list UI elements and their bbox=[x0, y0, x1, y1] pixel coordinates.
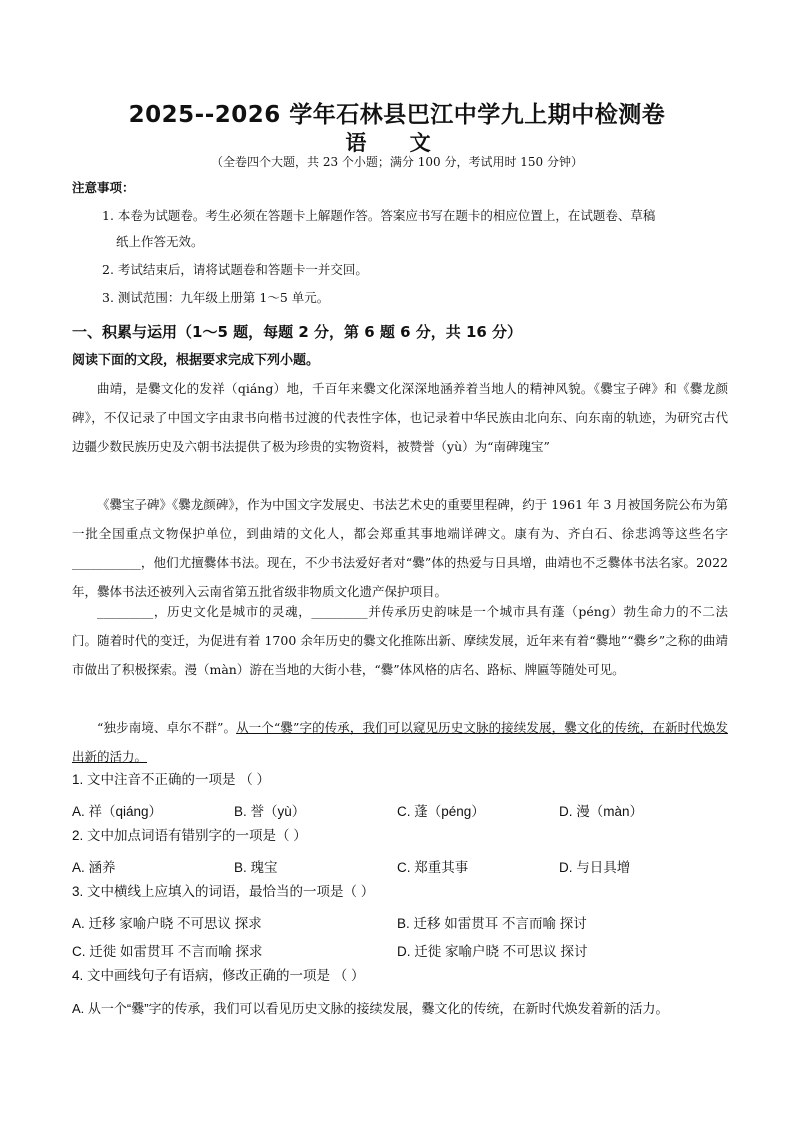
question-2-option-a[interactable]: A. 涵养 bbox=[72, 860, 116, 875]
note-item-2: 2. 考试结束后，请将试题卷和答题卡一并交回。 bbox=[102, 262, 368, 277]
passage-paragraph-4 bbox=[72, 713, 728, 771]
exam-subject: 语 文 bbox=[345, 131, 449, 155]
note-item-1-cont: 纸上作答无效。 bbox=[116, 234, 204, 249]
question-1-option-a[interactable]: A. 祥（qiáng） bbox=[72, 804, 163, 819]
question-3-option-a[interactable]: A. 迁移 家喻户晓 不可思议 探求 bbox=[72, 916, 262, 931]
question-4-stem: 4. 文中画线句子有语病，修改正确的一项是 （ ） bbox=[72, 968, 365, 983]
passage-paragraph-1: 曲靖，是爨文化的发祥（qiáng）地，千百年来爨文化深深地涵养着当地人的精神风貌。《爨宝子碑》和《爨龙颜碑》，不仅记录了中国文字由隶书向楷书过渡的代表性字体，也记录着中华民族由北向东、向东南的轨迹，为研究古代边疆少数民族历史及六朝书法提供了极为珍贵的实物资料，被赞誉（yù）为“南碑瑰宝” bbox=[72, 381, 728, 454]
question-3-option-c[interactable]: C. 迁徙 如雷贯耳 不言而喻 探求 bbox=[72, 944, 263, 959]
question-4-option-a[interactable]: A. 从一个“爨”字的传承，我们可以看见历史文脉的接续发展，爨文化的传统，在新时代焕发着新的活力。 bbox=[72, 1001, 669, 1016]
underlined-sentence: 从一个“爨”字的传承，我们可以窥见历史文脉的接续发展，爨文化的传统，在新时代焕发出新的活力。 bbox=[72, 720, 728, 764]
exam-meta: （全卷四个大题，共 23 个小题；满分 100 分，考试用时 150 分钟） bbox=[211, 155, 583, 169]
passage-paragraph-2: 《爨宝子碑》《爨龙颜碑》，作为中国文字发展史、书法艺术史的重要里程碑，约于 1961 年 3 月被国务院公布为第一批全国重点文物保护单位，到曲靖的文化人，都会郑重其事地端详碑文。康有为、齐白石、徐悲鸿等这些名字___________，他们尤擅爨体书法。现在，不少书法爱好者对“爨”体的热爱与日具增，曲靖也不乏爨体书法名家。2022 年，爨体书法还被列入云南省第五批省级非物质文化遗产保护项目。 bbox=[72, 497, 728, 599]
question-3-option-b[interactable]: B. 迁移 如雷贯耳 不言而喻 探讨 bbox=[397, 916, 587, 931]
exam-title: 2025--2026 学年石林县巴江中学九上期中检测卷 bbox=[128, 102, 666, 128]
passage-paragraph-3: _________，历史文化是城市的灵魂，_________并传承历史韵味是一个城市具有蓬（péng）勃生命力的不二法门。随着时代的变迁，为促进有着 1700 余年历史的爨文化推陈出新、摩续发展，近年来有着“爨地”“爨乡”之称的曲靖市做出了积极探索。漫（màn）游在当地的大街小巷，“爨”体风格的店名、路标、牌匾等随处可见。 bbox=[72, 604, 728, 677]
note-item-1: 1. 本卷为试题卷。考生必须在答题卡上解题作答。答案应书写在题卡的相应位置上，在试题卷、草稿 bbox=[102, 208, 656, 223]
notes-heading: 注意事项： bbox=[72, 180, 135, 195]
question-2-option-c[interactable]: C. 郑重其事 bbox=[397, 860, 469, 875]
question-1-option-d[interactable]: D. 漫（màn） bbox=[559, 804, 644, 819]
question-2-option-b[interactable]: B. 瑰宝 bbox=[234, 860, 278, 875]
question-3-stem: 3. 文中横线上应填入的词语，最恰当的一项是（ ） bbox=[72, 884, 375, 899]
question-1-option-c[interactable]: C. 蓬（péng） bbox=[397, 804, 485, 819]
section-1-title: 一、积累与运用（1～5 题，每题 2 分，第 6 题 6 分，共 16 分） bbox=[72, 323, 523, 341]
note-item-3: 3. 测试范围：九年级上册第 1～5 单元。 bbox=[102, 290, 330, 305]
question-1-option-b[interactable]: B. 誉（yù） bbox=[234, 804, 306, 819]
question-1-stem: 1. 文中注音不正确的一项是 （ ） bbox=[72, 772, 271, 787]
passage-quote: “独步南境、卓尔不群”。 bbox=[97, 720, 237, 735]
section-1-instruction: 阅读下面的文段，根据要求完成下列小题。 bbox=[72, 353, 320, 368]
question-3-option-d[interactable]: D. 迁徙 家喻户晓 不可思议 探讨 bbox=[397, 944, 588, 959]
question-2-stem: 2. 文中加点词语有错别字的一项是（ ） bbox=[72, 828, 307, 843]
question-2-option-d[interactable]: D. 与日具增 bbox=[559, 860, 631, 875]
